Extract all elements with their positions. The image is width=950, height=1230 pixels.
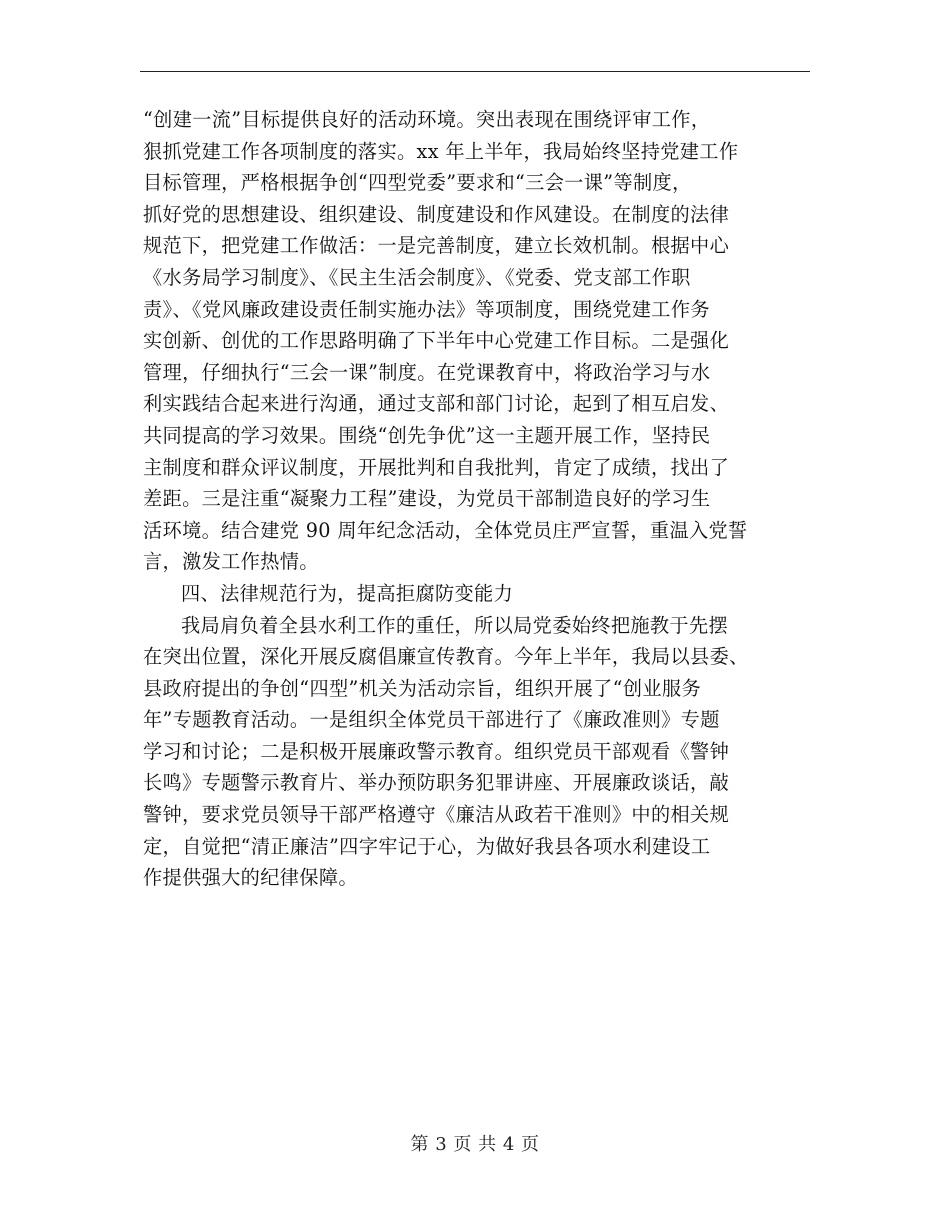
paragraph-line: 狠抓党建工作各项制度的落实。xx 年上半年，我局始终坚持党建工作	[143, 139, 739, 163]
paragraph-line: 《水务局学习制度》、《民主生活会制度》、《党委、党支部工作职	[143, 265, 691, 289]
paragraph-line: 定，自觉把“清正廉洁”四字牢记于心，为做好我县各项水利建设工	[143, 834, 711, 858]
header-rule	[140, 71, 810, 72]
paragraph-line: 利实践结合起来进行沟通，通过支部和部门讨论，起到了相互启发、	[143, 392, 730, 416]
paragraph-line: 言，激发工作热情。	[143, 550, 319, 574]
paragraph-line: 我局肩负着全县水利工作的重任，所以局党委始终把施教于先摆	[181, 613, 729, 637]
paragraph-line: 责》、《党风廉政建设责任制实施办法》等项制度，围绕党建工作务	[143, 297, 710, 321]
paragraph-line: 共同提高的学习效果。围绕“创先争优”这一主题开展工作，坚持民	[143, 423, 711, 447]
paragraph-line: 差距。三是注重“凝聚力工程”建设，为党员干部制造良好的学习生	[143, 487, 711, 511]
paragraph-line: 实创新、创优的工作思路明确了下半年中心党建工作目标。二是强化	[143, 329, 730, 353]
document-body	[143, 104, 815, 894]
paragraph-line: 活环境。结合建党 90 周年纪念活动，全体党员庄严宣誓，重温入党誓	[143, 518, 748, 542]
paragraph-line: 管理，仔细执行“三会一课”制度。在党课教育中，将政治学习与水	[143, 360, 711, 384]
paragraph-line: 警钟，要求党员领导干部严格遵守《廉洁从政若干准则》中的相关规	[143, 803, 730, 827]
paragraph-line: 作提供强大的纪律保障。	[143, 866, 358, 890]
paragraph-line: 规范下，把党建工作做活：一是完善制度，建立长效机制。根据中心	[143, 234, 730, 258]
paragraph-line: 长鸣》专题警示教育片、举办预防职务犯罪讲座、开展廉政谈话，敲	[143, 771, 730, 795]
paragraph-line: 学习和讨论；二是积极开展廉政警示教育。组织党员干部观看《警钟	[143, 739, 730, 763]
paragraph-line: 在突出位置，深化开展反腐倡廉宣传教育。今年上半年，我局以县委、	[143, 645, 749, 669]
page-number-footer: 第 3 页 共 4 页	[410, 1134, 540, 1155]
paragraph-line: 县政府提出的争创“四型”机关为活动宗旨，组织开展了“创业服务	[143, 676, 701, 700]
section-heading: 四、法律规范行为，提高拒腐防变能力	[181, 581, 514, 605]
paragraph-line: 主制度和群众评议制度，开展批判和自我批判，肯定了成绩，找出了	[143, 455, 730, 479]
paragraph-line: 年”专题教育活动。一是组织全体党员干部进行了《廉政准则》专题	[143, 708, 720, 732]
paragraph-line: “创建一流”目标提供良好的活动环境。突出表现在围绕评审工作，	[143, 108, 711, 131]
paragraph-line: 目标管理，严格根据争创“四型党委”要求和“三会一课”等制度，	[143, 171, 692, 195]
paragraph-line: 抓好党的思想建设、组织建设、制度建设和作风建设。在制度的法律	[143, 202, 730, 226]
